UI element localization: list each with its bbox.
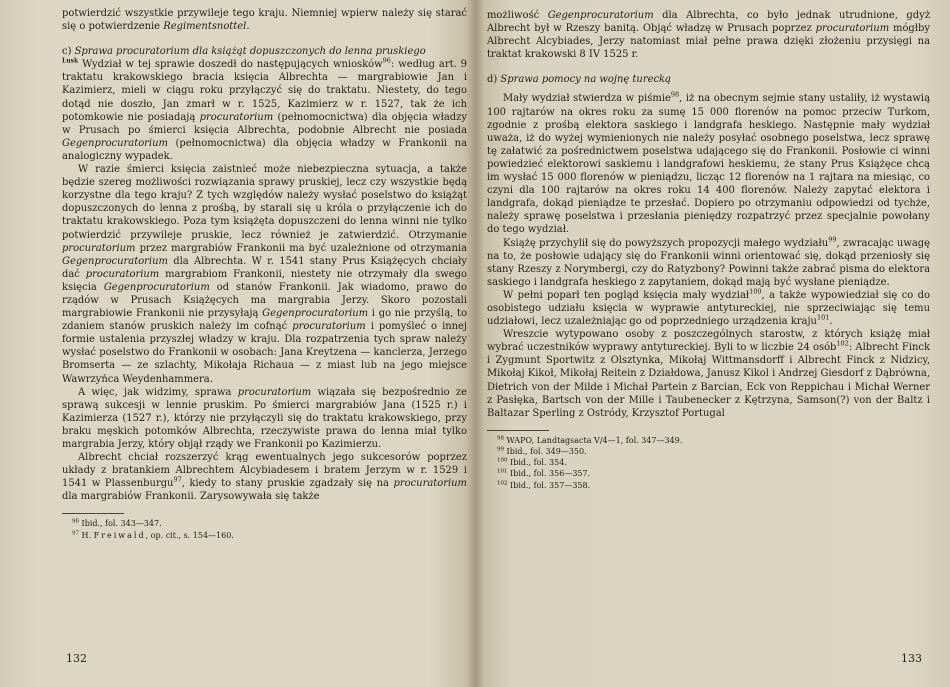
paragraph: Książę przychylił się do powyższych propozycji małego wydziału$^{99}$, zwracając uwagę na to, że posłowie udający się do Frankonii winni orientować się, dokąd przeniosły się stany Rzeszy z Norymbergi, czy do Ratyzbony? Powinni także zabrać pisma do elektora saskiego i landgrafa heskiego z zapytaniem, dokąd mają być wysłane pieniądze. <box>487 235 930 288</box>
footnote-ref: 96 <box>382 56 391 65</box>
page-number: 132 <box>66 652 87 665</box>
paragraph: Wreszcie wytypowano osoby z poszczególnych starostw, z których książę miał wybrać uczestników wyprawy antytureckiej. Byli to w liczbie 24 osób$^{102}$: Albrecht Finck i Zygmunt Sportwitz z Olsztynka, Mikołaj Wittmansdorff i Albrecht Finck z Nidzicy, Mikołaj Kikoł, Mikołaj Reitein z Działdowa, Janusz Kikol i Andrzej Giesdorf z Dąbrówna, Dietrich von der Milde i Michał Partein z Barcian, Eck von Reppichau i Michał Werner z Pasłęka, Bartsch von der Mille i Taubenecker z Kętrzyna, Samson(?) von der Baltz i Baltazar Sperling z Ostródy, Krzysztof Portugal <box>487 329 930 419</box>
paragraph: Mały wydział stwierdza w piśmie$^{98}$, iż na obecnym sejmie stany ustaliły, iż wystawią 100 rajtarów na okres roku za sumę 15 000 florenów na pomoc przeciw Turkom, zgodnie z prośbą elektora saskiego i landgrafa heskiego. Następnie mały wydział uważa, iż do wyżej wymienionych nie należy posyłać osobnego poselstwa, lecz sprawę tę załatwić za pośrednictwem poselstwa udającego się do Frankonii. Posłowie ci winni powiedzieć elektorowi saskiemu i landgrafowi heskiemu, że stany Prus Książęce chcą im wysłać 15 000 florenów w pieniądzu, licząc 12 florenów na 1 rajtara na miesiąc, co czyni dla 100 rajtarów na okres roku 14 400 florenów. Należy zapytać elektora i landgrafa, dokąd pieniądze te przesłać. Dopiero po otrzymaniu odpowiedzi od tychże, należy sprawę poselstwa i przesłania pieniędzy rozpatrzyć przez specjalnie powołany do tego wydział. <box>487 91 930 236</box>
footnote: $^{100}$ Ibid., fol. 354. <box>497 457 567 468</box>
paragraph: A więc, jak widzimy, sprawa procuratorium wiązała się bezpośrednio ze sprawą sukcesji w lennie pruskim. Po śmierci margrabiów Jana (1525 r.) i Kazimierza (1527 r.), którzy nie przyłączyli się do traktatu krakowskiego, przy braku męskich potomków Albrechta, rzeczywiste prawa do lenna miał tylko margrabia Jerzy, który objął rządy we Frankonii po Kazimierzu. <box>62 386 467 450</box>
footnote: $^{99}$ Ibid., fol. 349—350. <box>497 446 587 457</box>
paragraph: W pełni poparł ten pogląd księcia mały wydział$^{100}$, a także wypowiedział się co do osobistego udziału księcia w wyprawie antytureckiej, nie sprzeciwiając się temu udziałowi, lecz uzależniając go od poprzedniego urządzenia kraju$^{101}$. <box>487 287 930 328</box>
footnote-ref: 101 <box>816 313 830 322</box>
footnote: $^{98}$ WAPO, Landtagsacta V/4—1, fol. 347—349. <box>497 435 683 445</box>
handwritten-mark: Lusk <box>62 57 79 65</box>
footnote: $^{102}$ Ibid., fol. 357—358. <box>497 479 591 490</box>
paragraph: możliwość Gegenprocuratorium dla Albrechta, co było jednak utrudnione, gdyż Albrecht był w Rzeszy banitą. Objąć władzę w Prusach poprzez procuratorium mógłby Albrecht Alcybiades, Jerzy natomiast miał pełne prawa dzięki złożeniu przysięgi na traktat krakowski 8 IV 1525 r. <box>487 10 930 61</box>
section-heading-c: c) Sprawa procuratorium dla książąt dopuszczonych do lenna pruskiego <box>62 46 426 58</box>
footnote-rule <box>487 430 549 431</box>
footnote-ref: 98 <box>670 91 680 100</box>
paragraph: $^{Lusk}$ Wydział w tej sprawie doszedł do następujących wniosków$^{96}$: według art. 9 traktatu krakowskiego bracia księcia Albrechta — margrabiowie Jan i Kazimierz, mieli w ciągu roku przyłączyć się do traktatu. Niestety, do tego dotąd nie doszło, Jan zmarł w r. 1525, Kazimierz w r. 1527, tak że ich potomkowie nie posiadają procuratorium (pełnomocnictwa) dla objęcia władzy w Prusach po śmierci księcia Albrechta, podobnie Albrecht nie posiada Gegenprocuratorium (pełnomocnictwa) dla objęcia władzy w Frankonii na analogiczny wypadek. <box>62 56 467 162</box>
footnote-ref: 97 <box>173 475 182 484</box>
footnote-rule <box>62 513 124 514</box>
footnote: $^{96}$ Ibid., fol. 343—347. <box>72 518 162 529</box>
section-heading-d: d) Sprawa pomocy na wojnę turecką <box>487 74 671 86</box>
right-page <box>475 0 950 687</box>
footnote-ref: 99 <box>828 235 837 244</box>
paragraph: potwierdzić wszystkie przywileje tego kraju. Niemniej wpierw należy się starać się o potwierdzenie Regimentsnottel. <box>62 8 467 33</box>
footnote-ref: 100 <box>749 287 762 296</box>
page-number: 133 <box>901 652 922 665</box>
paragraph: Albrecht chciał rozszerzyć krąg ewentualnych jego sukcesorów poprzez układy z bratankiem Albrechtem Alcybiadesem i bratem Jerzym w r. 1529 i 1541 w Plassenburgu$^{97}$, kiedy to stany pruskie zgadzały się na procuratorium dla margrabiów Frankonii. Zarysowywała się także <box>62 452 467 503</box>
paragraph: W razie śmierci księcia zaistnieć może niebezpieczna sytuacja, a także będzie szereg możliwości rozwiązania sprawy pruskiej, lecz czy wszystkie będą korzystne dla tego kraju? Z tych względów należy wysłać poselstwo do książąt dopuszczonych do lenna z prośbą, by starali się u króla o przyłączenie ich do traktatu krakowskiego. Poza tym książęta dopuszczeni do lenna winni nie tylko potwierdzić przywileje pruskie, lecz również je zatwierdzić. Otrzymanie procuratorium przez margrabiów Frankonii ma być uzależnione od otrzymania Gegenprocuratorium dla Albrechta. W r. 1541 stany Prus Książęcych chciały dać procuratorium margrabiom Frankonii, niestety nie otrzymały dla swego księcia Gegenprocuratorium od stanów Frankonii. Jak wiadomo, prawo do rządów w Prusach Książęcych ma margrabia Jerzy. Skoro pozostali margrabiowie Frankonii nie przysyłają Gegenprocuratorium i go nie przyślą, to zdaniem stanów pruskich należy im cofnąć procuratorium i pomyśleć o innej formie ustalenia przyszłej władzy w kraju. Dla rozpatrzenia tych spraw należy wysłać poselstwo do Frankonii w osobach: Jana Kreytzena — kanclerza, Jerzego Bromserta — ze szlachty, Mikołaja Richaua — z miast lub na jego miejsce Wawrzyńca Weydenhammera. <box>62 164 468 385</box>
footnote: $^{97}$ H. Freiwald, op. cit., s. 154—160. <box>72 530 234 540</box>
footnote-ref: 102 <box>836 339 849 348</box>
footnote: $^{101}$ Ibid., fol. 356—357. <box>497 468 591 479</box>
